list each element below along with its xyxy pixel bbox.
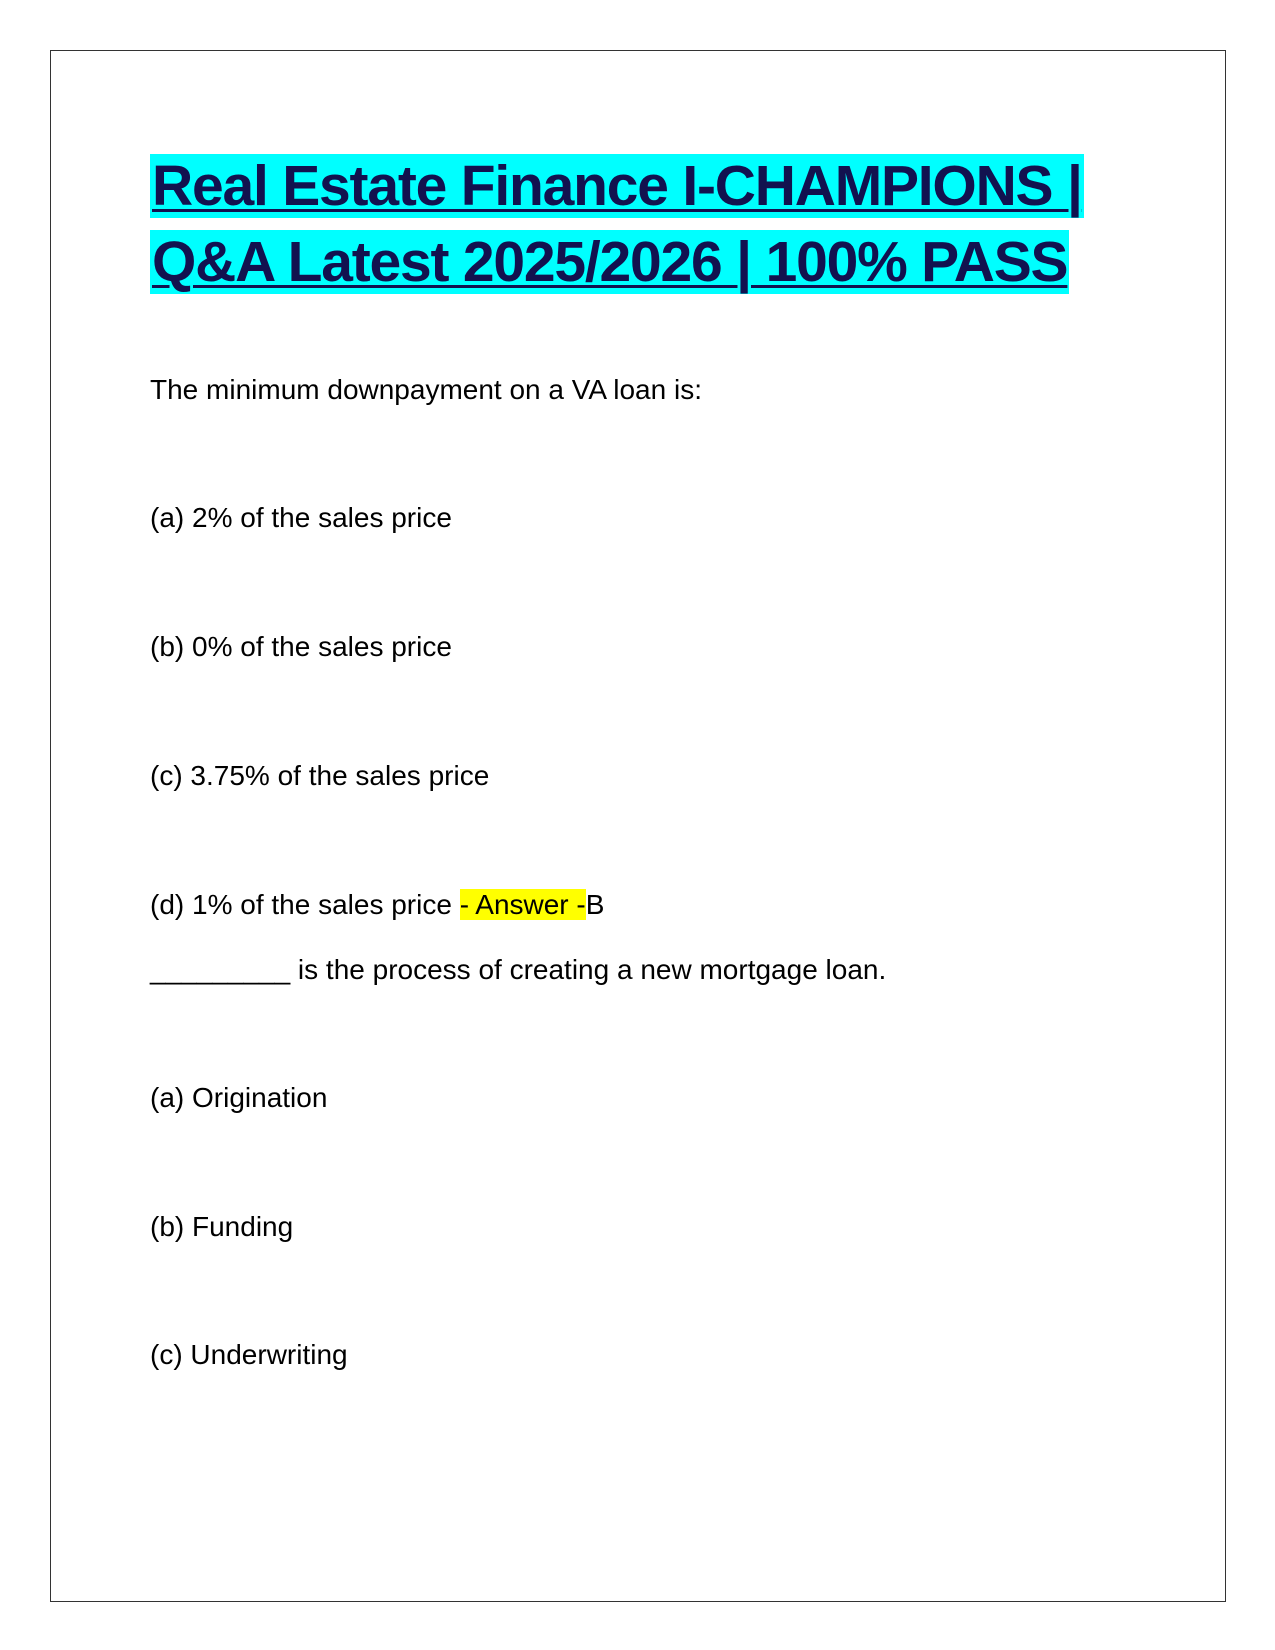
- question-1-option-c: (c) 3.75% of the sales price: [150, 760, 490, 791]
- question-1-option-d-text: (d) 1% of the sales price: [150, 889, 460, 920]
- title-line-1: Real Estate Finance I-CHAMPIONS |: [152, 154, 1082, 218]
- question-1-option-b: (b) 0% of the sales price: [150, 631, 452, 662]
- answer-value: B: [585, 889, 605, 920]
- question-1-option-d: [150, 885, 604, 925]
- question-1-prompt: The minimum downpayment on a VA loan is:: [150, 374, 702, 405]
- question-1-option-a: (a) 2% of the sales price: [150, 502, 452, 533]
- question-2-prompt: _________ is the process of creating a new mortgage loan.: [150, 954, 887, 985]
- question-2-option-b: (b) Funding: [150, 1211, 294, 1242]
- question-2-option-a: (a) Origination: [150, 1082, 328, 1113]
- title-line-2: Q&A Latest 2025/2026 | 100% PASS: [152, 230, 1068, 294]
- document-title: [150, 148, 1130, 300]
- question-2-option-c: (c) Underwriting: [150, 1339, 348, 1370]
- answer-label: - Answer -: [459, 889, 586, 920]
